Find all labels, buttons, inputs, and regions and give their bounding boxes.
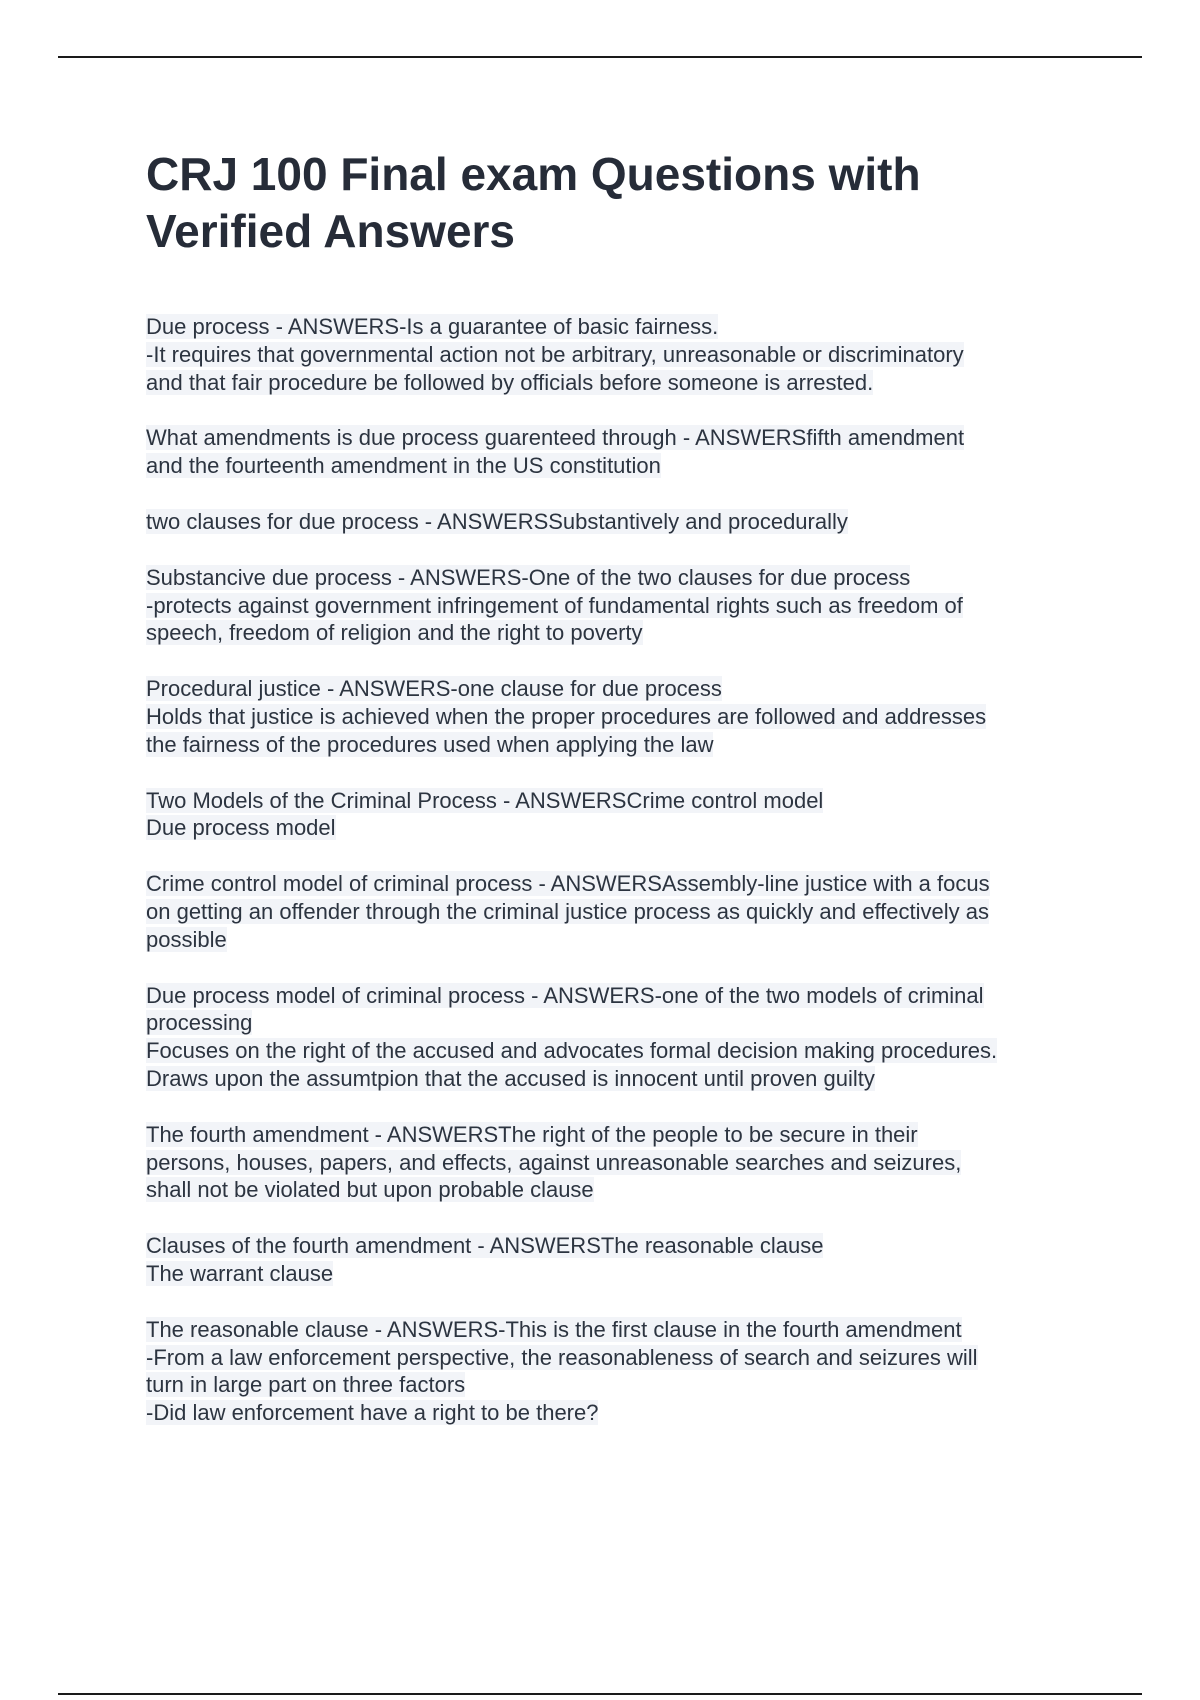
qa-term-line: [146, 424, 1086, 452]
qa-answer-line: [146, 1260, 1086, 1288]
title-line: CRJ 100 Final exam Questions with: [146, 148, 921, 200]
qa-term-line: [146, 675, 1086, 703]
qa-entry: [146, 675, 1086, 758]
qa-line-text: and that fair procedure be followed by officials before someone is arrested.: [146, 369, 874, 395]
qa-line-text: Substancive due process - ANSWERS-One of the two clauses for due process: [146, 564, 911, 590]
qa-line-text: and the fourteenth amendment in the US constitution: [146, 453, 661, 479]
qa-entry: [146, 982, 1086, 1093]
qa-entry: [146, 564, 1086, 647]
qa-answer-line: [146, 898, 1086, 926]
qa-answer-line: [146, 369, 1086, 397]
qa-entry: [146, 787, 1086, 843]
qa-answer-line: [146, 341, 1086, 369]
qa-entry: [146, 1316, 1086, 1427]
qa-term-line: [146, 982, 1086, 1010]
qa-line-text: Procedural justice - ANSWERS-one clause for due process: [146, 676, 722, 702]
qa-line-text: The fourth amendment - ANSWERSThe right of the people to be secure in their: [146, 1121, 918, 1147]
qa-answer-line: [146, 1065, 1086, 1093]
qa-list: [146, 313, 1086, 1455]
qa-line-text: Draws upon the assumtpion that the accused is innocent until proven guilty: [146, 1065, 875, 1091]
top-rule: [58, 56, 1142, 58]
qa-answer-line: [146, 1009, 1086, 1037]
qa-answer-line: [146, 592, 1086, 620]
qa-answer-line: [146, 703, 1086, 731]
qa-answer-line: [146, 1037, 1086, 1065]
qa-line-text: -protects against government infringement of fundamental rights such as freedom of: [146, 592, 963, 618]
qa-term-line: [146, 787, 1086, 815]
title-line: Verified Answers: [146, 205, 516, 257]
qa-entry: [146, 424, 1086, 480]
qa-line-text: Two Models of the Criminal Process - ANSWERSCrime control model: [146, 787, 824, 813]
qa-answer-line: [146, 1399, 1086, 1427]
qa-line-text: speech, freedom of religion and the right to poverty: [146, 620, 643, 646]
qa-term-line: [146, 870, 1086, 898]
qa-term-line: [146, 1232, 1086, 1260]
qa-line-text: the fairness of the procedures used when applying the law: [146, 731, 714, 757]
qa-line-text: possible: [146, 926, 227, 952]
qa-answer-line: [146, 452, 1086, 480]
qa-line-text: The warrant clause: [146, 1260, 334, 1286]
qa-line-text: shall not be violated but upon probable clause: [146, 1177, 594, 1203]
qa-line-text: Crime control model of criminal process - ANSWERSAssembly-line justice with a focus: [146, 871, 990, 897]
qa-answer-line: [146, 731, 1086, 759]
qa-answer-line: [146, 619, 1086, 647]
qa-line-text: processing: [146, 1010, 253, 1036]
qa-entry: [146, 1121, 1086, 1204]
qa-answer-line: [146, 1371, 1086, 1399]
qa-answer-line: [146, 1149, 1086, 1177]
qa-line-text: Holds that justice is achieved when the proper procedures are followed and addresses: [146, 703, 987, 729]
qa-line-text: on getting an offender through the criminal justice process as quickly and effectively as: [146, 898, 990, 924]
qa-line-text: Due process - ANSWERS-Is a guarantee of basic fairness.: [146, 314, 719, 339]
qa-line-text: The reasonable clause - ANSWERS-This is the first clause in the fourth amendment: [146, 1316, 962, 1342]
qa-line-text: -It requires that governmental action not be arbitrary, unreasonable or discriminatory: [146, 341, 964, 367]
qa-term-line: [146, 313, 1086, 341]
qa-line-text: persons, houses, papers, and effects, against unreasonable searches and seizures,: [146, 1149, 962, 1175]
qa-line-text: two clauses for due process - ANSWERSSubstantively and procedurally: [146, 508, 848, 534]
qa-answer-line: [146, 1344, 1086, 1372]
qa-term-line: [146, 564, 1086, 592]
qa-line-text: Focuses on the right of the accused and advocates formal decision making procedures.: [146, 1038, 998, 1064]
qa-term-line: [146, 1121, 1086, 1149]
qa-line-text: turn in large part on three factors: [146, 1372, 466, 1398]
qa-answer-line: [146, 1176, 1086, 1204]
qa-term-line: [146, 1316, 1086, 1344]
qa-answer-line: [146, 814, 1086, 842]
qa-line-text: Due process model: [146, 815, 336, 841]
qa-entry: [146, 1232, 1086, 1288]
qa-line-text: What amendments is due process guarenteed through - ANSWERSfifth amendment: [146, 425, 965, 451]
document-title: [146, 146, 1066, 260]
qa-entry: [146, 870, 1086, 953]
qa-entry: [146, 313, 1086, 396]
qa-answer-line: [146, 926, 1086, 954]
qa-line-text: Clauses of the fourth amendment - ANSWERSThe reasonable clause: [146, 1233, 824, 1259]
bottom-rule: [58, 1693, 1142, 1695]
qa-term-line: [146, 508, 1086, 536]
qa-line-text: -From a law enforcement perspective, the reasonableness of search and seizures will: [146, 1344, 978, 1370]
qa-line-text: -Did law enforcement have a right to be there?: [146, 1400, 599, 1426]
qa-entry: [146, 508, 1086, 536]
qa-line-text: Due process model of criminal process - ANSWERS-one of the two models of criminal: [146, 982, 984, 1008]
